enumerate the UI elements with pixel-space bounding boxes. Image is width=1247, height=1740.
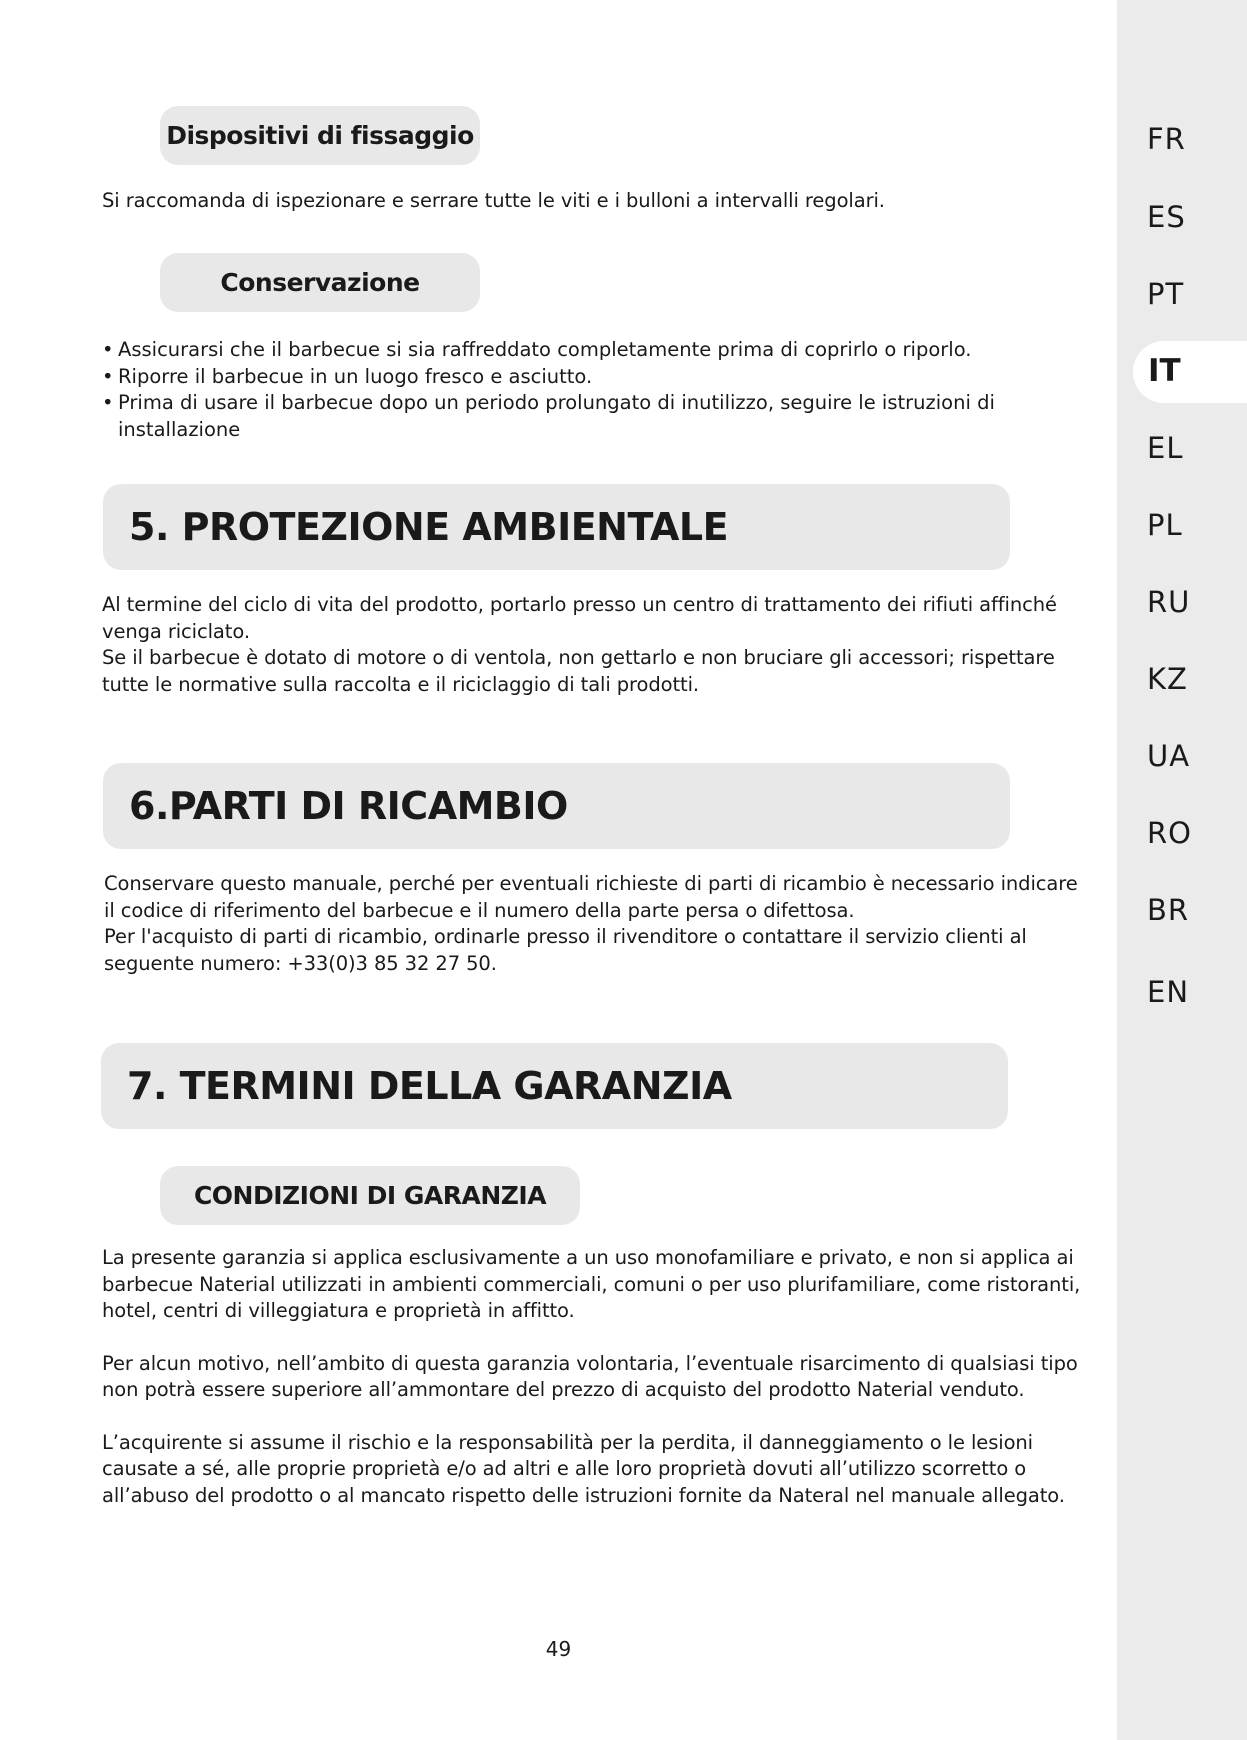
text-garanzia (102, 1245, 1082, 1509)
paragraph: Se il barbecue è dotato di motore o di ventola, non gettarlo e non bruciare gli accessori; rispettare tutte le normative sulla raccolta e il riciclaggio di tali prodotti. (102, 646, 1055, 696)
text-protezione (102, 592, 1082, 698)
lang-tab-el[interactable]: EL (1147, 431, 1184, 465)
lang-tab-ro[interactable]: RO (1147, 816, 1192, 850)
lang-tab-it-active[interactable] (1133, 341, 1247, 403)
text-fissaggio: Si raccomanda di ispezionare e serrare tutte le viti e i bulloni a intervalli regolari. (102, 189, 885, 212)
language-sidebar (1117, 0, 1247, 1740)
lang-tab-pt[interactable]: PT (1147, 277, 1185, 311)
heading-fissaggio: Dispositivi di fissaggio (160, 106, 480, 165)
heading-conservazione: Conservazione (160, 253, 480, 312)
heading-termini-garanzia: 7. TERMINI DELLA GARANZIA (101, 1043, 1008, 1129)
paragraph: Per l'acquisto di parti di ricambio, ordinarle presso il rivenditore o contattare il servizio clienti al seguente numero: +33(0)3 85 32 27 50. (104, 925, 1027, 975)
lang-tab-es[interactable]: ES (1147, 200, 1186, 234)
heading-condizioni-garanzia: CONDIZIONI DI GARANZIA (160, 1166, 580, 1225)
paragraph: Per alcun motivo, nell’ambito di questa garanzia volontaria, l’eventuale risarcimento di qualsiasi tipo non potrà essere superiore all’ammontare del prezzo di acquisto del prodotto Naterial venduto. (102, 1351, 1078, 1401)
list-item: • Riporre il barbecue in un luogo fresco e asciutto. (102, 364, 1082, 391)
lang-tab-ua[interactable]: UA (1147, 739, 1191, 773)
list-item: • Prima di usare il barbecue dopo un periodo prolungato di inutilizzo, seguire le istruzioni di installazione (102, 390, 1082, 443)
lang-tab-en[interactable]: EN (1147, 975, 1190, 1009)
heading-protezione-ambientale: 5. PROTEZIONE AMBIENTALE (103, 484, 1010, 570)
lang-tab-ru[interactable]: RU (1147, 585, 1191, 619)
paragraph: L’acquirente si assume il rischio e la responsabilità per la perdita, il danneggiamento o le lesioni causate a sé, alle proprie proprietà e/o ad altri e alle loro proprietà dovuti all’utilizzo scorretto o all’abuso del prodotto o al mancato rispetto delle istruzioni fornite da Nateral nel manuale allegato. (102, 1430, 1065, 1507)
heading-parti-ricambio: 6.PARTI DI RICAMBIO (103, 763, 1010, 849)
lang-tab-kz[interactable]: KZ (1147, 662, 1188, 696)
lang-tab-br[interactable]: BR (1147, 893, 1190, 927)
paragraph: La presente garanzia si applica esclusivamente a un uso monofamiliare e privato, e non si applica ai barbecue Naterial utilizzati in ambienti commerciali, comuni o per uso plurifamiliare, come ristoranti, hotel, centri di villeggiatura e proprietà in affitto. (102, 1246, 1081, 1322)
lang-tab-fr[interactable]: FR (1147, 122, 1186, 156)
page-number: 49 (545, 1637, 572, 1661)
paragraph: Conservare questo manuale, perché per eventuali richieste di parti di ricambio è necessario indicare il codice di riferimento del barbecue e il numero della parte persa o difettosa. (104, 872, 1078, 922)
conservazione-list (102, 337, 1082, 443)
lang-tab-pl[interactable]: PL (1147, 508, 1183, 542)
paragraph: Al termine del ciclo di vita del prodotto, portarlo presso un centro di trattamento dei rifiuti affinché venga riciclato. (102, 593, 1057, 643)
lang-tab-it-label: IT (1148, 353, 1181, 389)
text-ricambio (104, 871, 1084, 977)
list-item: • Assicurarsi che il barbecue si sia raffreddato completamente prima di coprirlo o riporlo. (102, 337, 1082, 364)
